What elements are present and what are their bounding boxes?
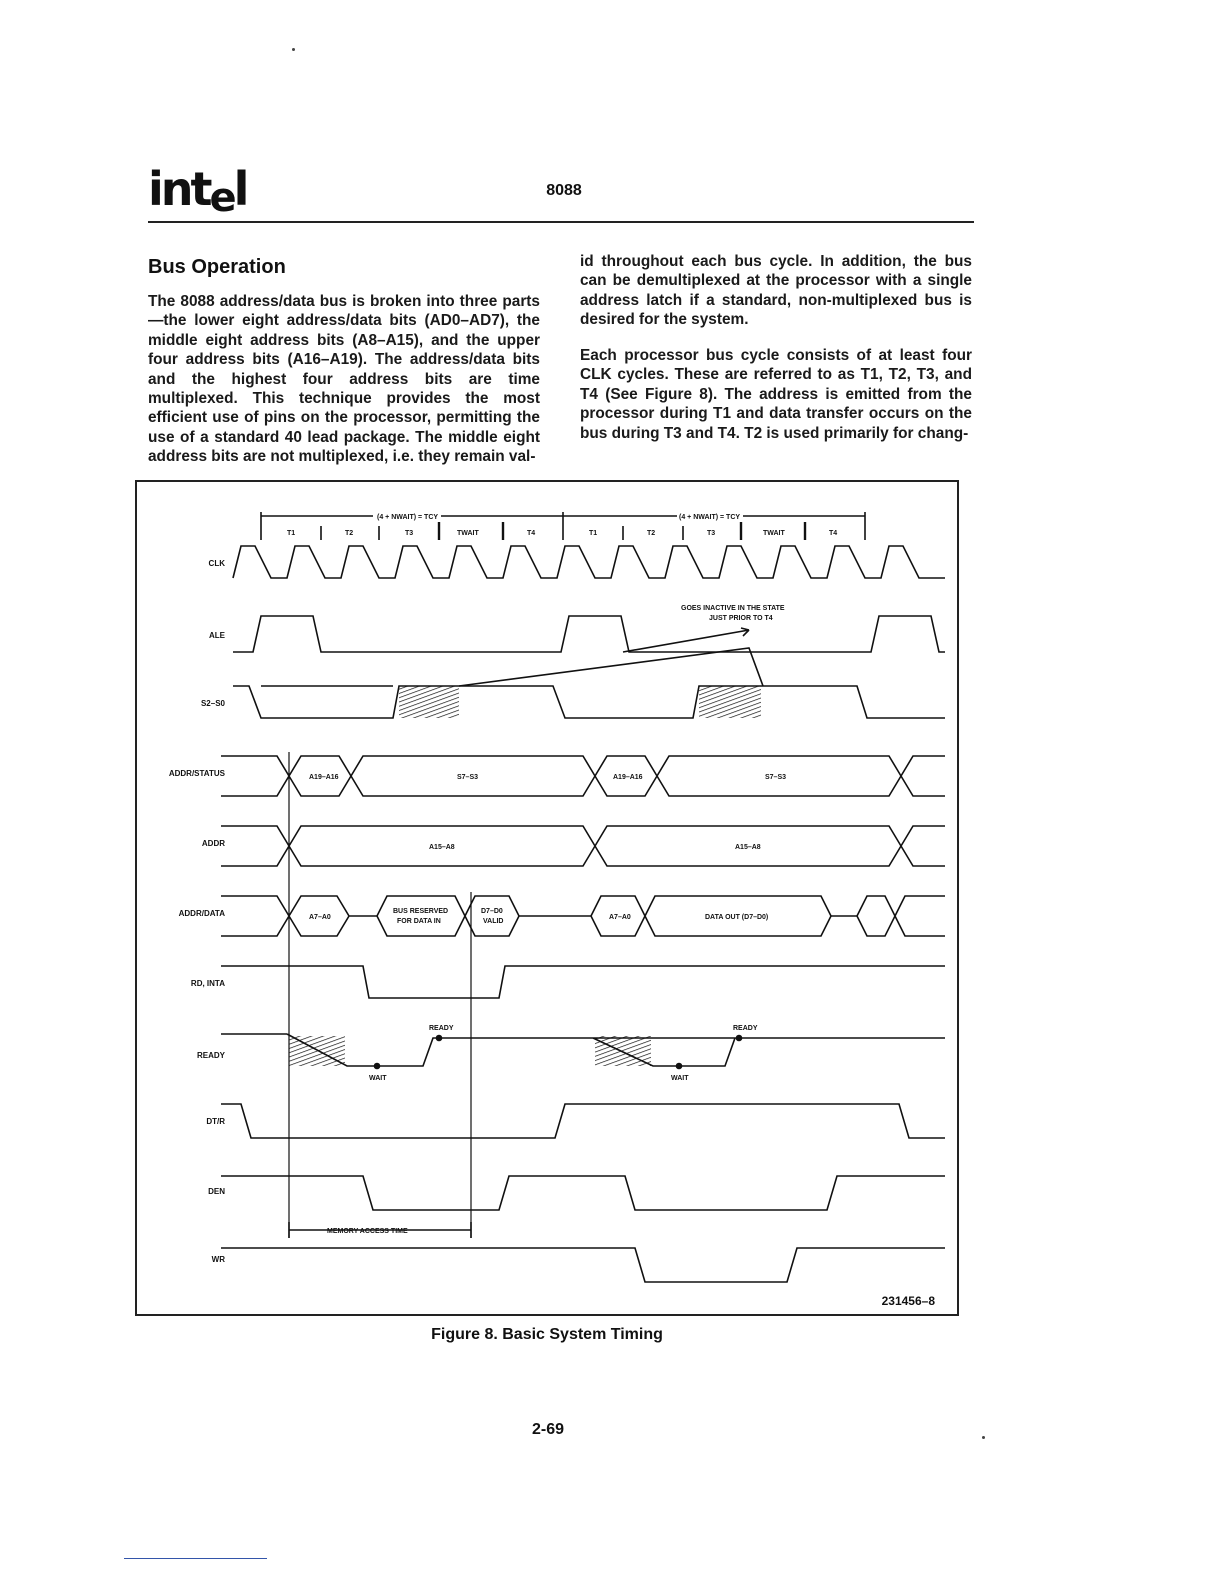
addr-bus (221, 826, 945, 866)
signal-label-dt-r: DT/R (206, 1117, 225, 1126)
state-label: T4 (829, 530, 838, 537)
state-label: T2 (345, 530, 354, 537)
annotation-ready: READY (733, 1025, 758, 1032)
paragraph-1: The 8088 address/data bus is broken into three parts—the lower eight address/data bits (AD0–AD7), the middle eight address bits (A8–A15), and the upper four address bits (A16–A19). The address/data bits and the highest four address bits are time multiplexed. This technique provides the most efficient use of pins on the processor, permitting the use of a standard 40 lead package. The middle eight address bits are not multiplexed, i.e. they remain val- (148, 293, 540, 466)
signal-label-ready: READY (196, 1051, 225, 1060)
figure-number: 231456–8 (881, 1294, 935, 1308)
signal-label-ale: ALE (209, 631, 225, 640)
bus-value-d7-d0: D7–D0 (481, 908, 503, 915)
signal-label-addr: ADDR (201, 839, 225, 848)
bus-value-a19-a16: A19–A16 (309, 774, 339, 781)
annotation-wait: WAIT (369, 1075, 387, 1082)
ale-annotation-arrow (623, 628, 749, 652)
bus-value-a19-a16: A19–A16 (613, 774, 643, 781)
signal-label-status: S2–S0 (200, 699, 225, 708)
timing-figure (135, 480, 959, 1316)
bus-value-a15-a8: A15–A8 (429, 844, 455, 851)
annotation-wait: WAIT (671, 1075, 689, 1082)
footer-rule (124, 1558, 267, 1559)
bus-value-bus-reserved: BUS RESERVED (393, 908, 449, 915)
status-annotation-lines (459, 648, 763, 686)
state-label: T3 (707, 530, 716, 537)
signal-label-rd-inta: RD, INTA (190, 979, 225, 988)
state-label: T3 (405, 530, 414, 537)
status-hatch (399, 686, 459, 718)
intel-logo: intel (148, 162, 247, 221)
signal-label-addr-data: ADDR/DATA (178, 909, 225, 918)
annotation-prior-t4: JUST PRIOR TO T4 (709, 615, 773, 622)
state-label: T4 (527, 530, 536, 537)
page-number: 2-69 (531, 1421, 565, 1438)
ale-waveform (233, 616, 945, 652)
state-label: TWAIT (763, 530, 785, 537)
header-divider (148, 221, 974, 223)
ready-hatch (289, 1036, 345, 1066)
figure-caption: Figure 8. Basic System Timing (431, 1326, 663, 1343)
cycle-label: (4 + NWAIT) = TCY (377, 514, 439, 521)
state-label: T1 (287, 530, 296, 537)
timing-diagram (137, 482, 957, 1314)
dt-r-waveform (221, 1104, 945, 1138)
rd-inta-waveform (221, 966, 945, 998)
signal-label-den: DEN (208, 1187, 225, 1196)
state-label: TWAIT (457, 530, 479, 537)
annotation-memory-access: MEMORY ACCESS TIME (327, 1228, 408, 1235)
ready-hatch (595, 1036, 651, 1066)
bus-value-a7-a0: A7–A0 (609, 914, 631, 921)
clk-waveform (233, 546, 945, 578)
signal-label-addr-status: ADDR/STATUS (168, 769, 225, 778)
state-label: T2 (647, 530, 656, 537)
page-header-title: 8088 (546, 182, 582, 199)
paragraph-3: Each processor bus cycle consists of at least four CLK cycles. These are referred to as T1, T2, T3, and T4 (See Figure 8). The address is emitted from the processor during T1 and data transfer occurs on the bus during T3 and T4. T2 is used primarily for chang- (580, 347, 972, 442)
annotation-ready: READY (429, 1025, 454, 1032)
annotation-goes-inactive: GOES INACTIVE IN THE STATE (681, 605, 785, 612)
den-waveform (221, 1176, 945, 1210)
section-heading: Bus Operation (148, 256, 286, 278)
signal-label-wr: WR (211, 1255, 225, 1264)
bus-value-a7-a0: A7–A0 (309, 914, 331, 921)
wr-waveform (221, 1248, 945, 1282)
scan-speck (292, 48, 295, 51)
signal-label-clk: CLK (208, 559, 225, 568)
bus-value-data-out: DATA OUT (D7–D0) (705, 914, 769, 921)
cycle-label: (4 + NWAIT) = TCY (679, 514, 741, 521)
reference-lines (289, 752, 471, 1238)
bus-value-valid: VALID (483, 918, 504, 925)
bus-value-s7-s3: S7–S3 (457, 774, 479, 781)
paragraph-2: id throughout each bus cycle. In addition, the bus can be demultiplexed at the processor with a single address latch if a standard, non-multiplexed bus is desired for the system. (580, 253, 972, 329)
state-label: T1 (589, 530, 598, 537)
bus-value-s7-s3: S7–S3 (765, 774, 787, 781)
bus-value-a15-a8: A15–A8 (735, 844, 761, 851)
status-hatch (699, 686, 761, 718)
bus-value-for-data-in: FOR DATA IN (397, 918, 441, 925)
scan-speck (982, 1436, 985, 1439)
status-waveform (233, 686, 945, 718)
